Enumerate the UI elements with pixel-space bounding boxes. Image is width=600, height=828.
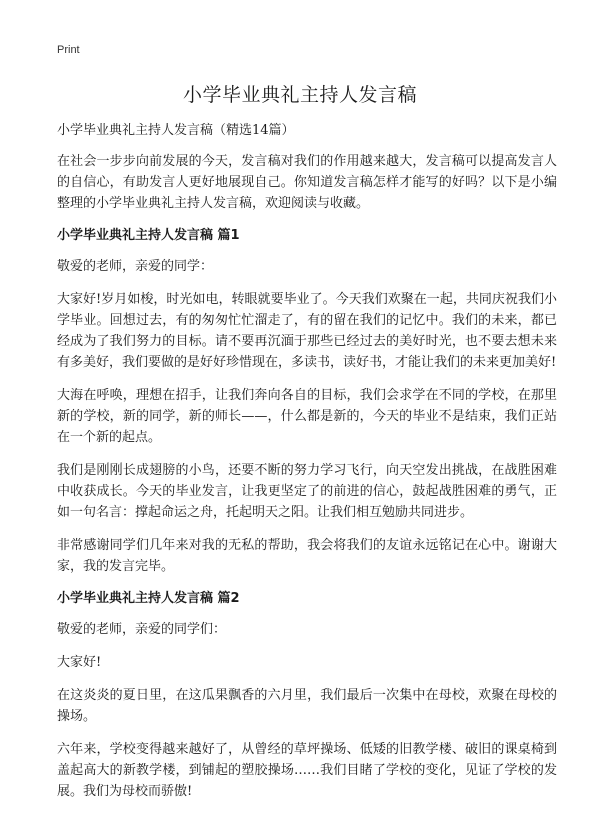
body-paragraph: 大海在呼唤，理想在招手，让我们奔向各自的目标，我们会求学在不同的学校，在那里新的学校，新的同学，新的师长——，什么都是新的，今天的毕业不是结束，我们正站在一个新的起点。 xyxy=(57,388,557,445)
body-paragraph: 非常感谢同学们几年来对我的无私的帮助，我会将我们的友谊永远铭记在心中。谢谢大家，我的发言完毕。 xyxy=(57,538,557,574)
body-paragraph: 在这炎炎的夏日里，在这瓜果飘香的六月里，我们最后一次集中在母校，欢聚在母校的操场。 xyxy=(57,688,557,724)
body-paragraph: 大家好! xyxy=(57,655,102,670)
article-subtitle: 小学毕业典礼主持人发言稿（精选14篇） xyxy=(57,123,295,138)
article-body xyxy=(57,120,557,814)
print-link[interactable]: Print xyxy=(57,44,80,56)
section-heading: 小学毕业典礼主持人发言稿 篇2 xyxy=(57,591,240,606)
page-title: 小学毕业典礼主持人发言稿 xyxy=(182,84,417,106)
body-paragraph: 六年来，学校变得越来越好了，从曾经的草坪操场、低矮的旧教学楼、破旧的课桌椅到盖起高大的新教学楼，到铺起的塑胶操场……我们目睹了学校的变化，见证了学校的发展。我们为母校而骄傲! xyxy=(57,742,557,799)
body-paragraph: 大家好!岁月如梭，时光如电，转眼就要毕业了。今天我们欢聚在一起，共同庆祝我们小学毕业。回想过去，有的匆匆忙忙溜走了，有的留在我们的记忆中。我们的未来，都已经成为了我们努力的目标。请不要再沉湎于那些已经过去的美好时光，也不要去想未来有多美好，我们要做的是好好珍惜现在，多读书，读好书，才能让我们的未来更加美好! xyxy=(57,292,557,370)
section-heading: 小学毕业典礼主持人发言稿 篇1 xyxy=(57,228,240,243)
salutation-paragraph: 敬爱的老师，亲爱的同学们： xyxy=(57,622,227,637)
salutation-paragraph: 敬爱的老师，亲爱的同学： xyxy=(57,259,214,274)
intro-paragraph: 在社会一步步向前发展的今天，发言稿对我们的作用越来越大，发言稿可以提高发言人的自信心，有助发言人更好地展现自己。你知道发言稿怎样才能写的好吗？以下是小编整理的小学毕业典礼主持人发言稿，欢迎阅读与收藏。 xyxy=(57,154,557,211)
body-paragraph: 我们是刚刚长成翅膀的小鸟，还要不断的努力学习飞行，向天空发出挑战，在战胜困难中收获成长。今天的毕业发言，让我更坚定了的前进的信心，鼓起战胜困难的勇气，正如一句名言：撑起命运之舟，托起明天之阳。让我们相互勉励共同进步。 xyxy=(57,463,557,520)
